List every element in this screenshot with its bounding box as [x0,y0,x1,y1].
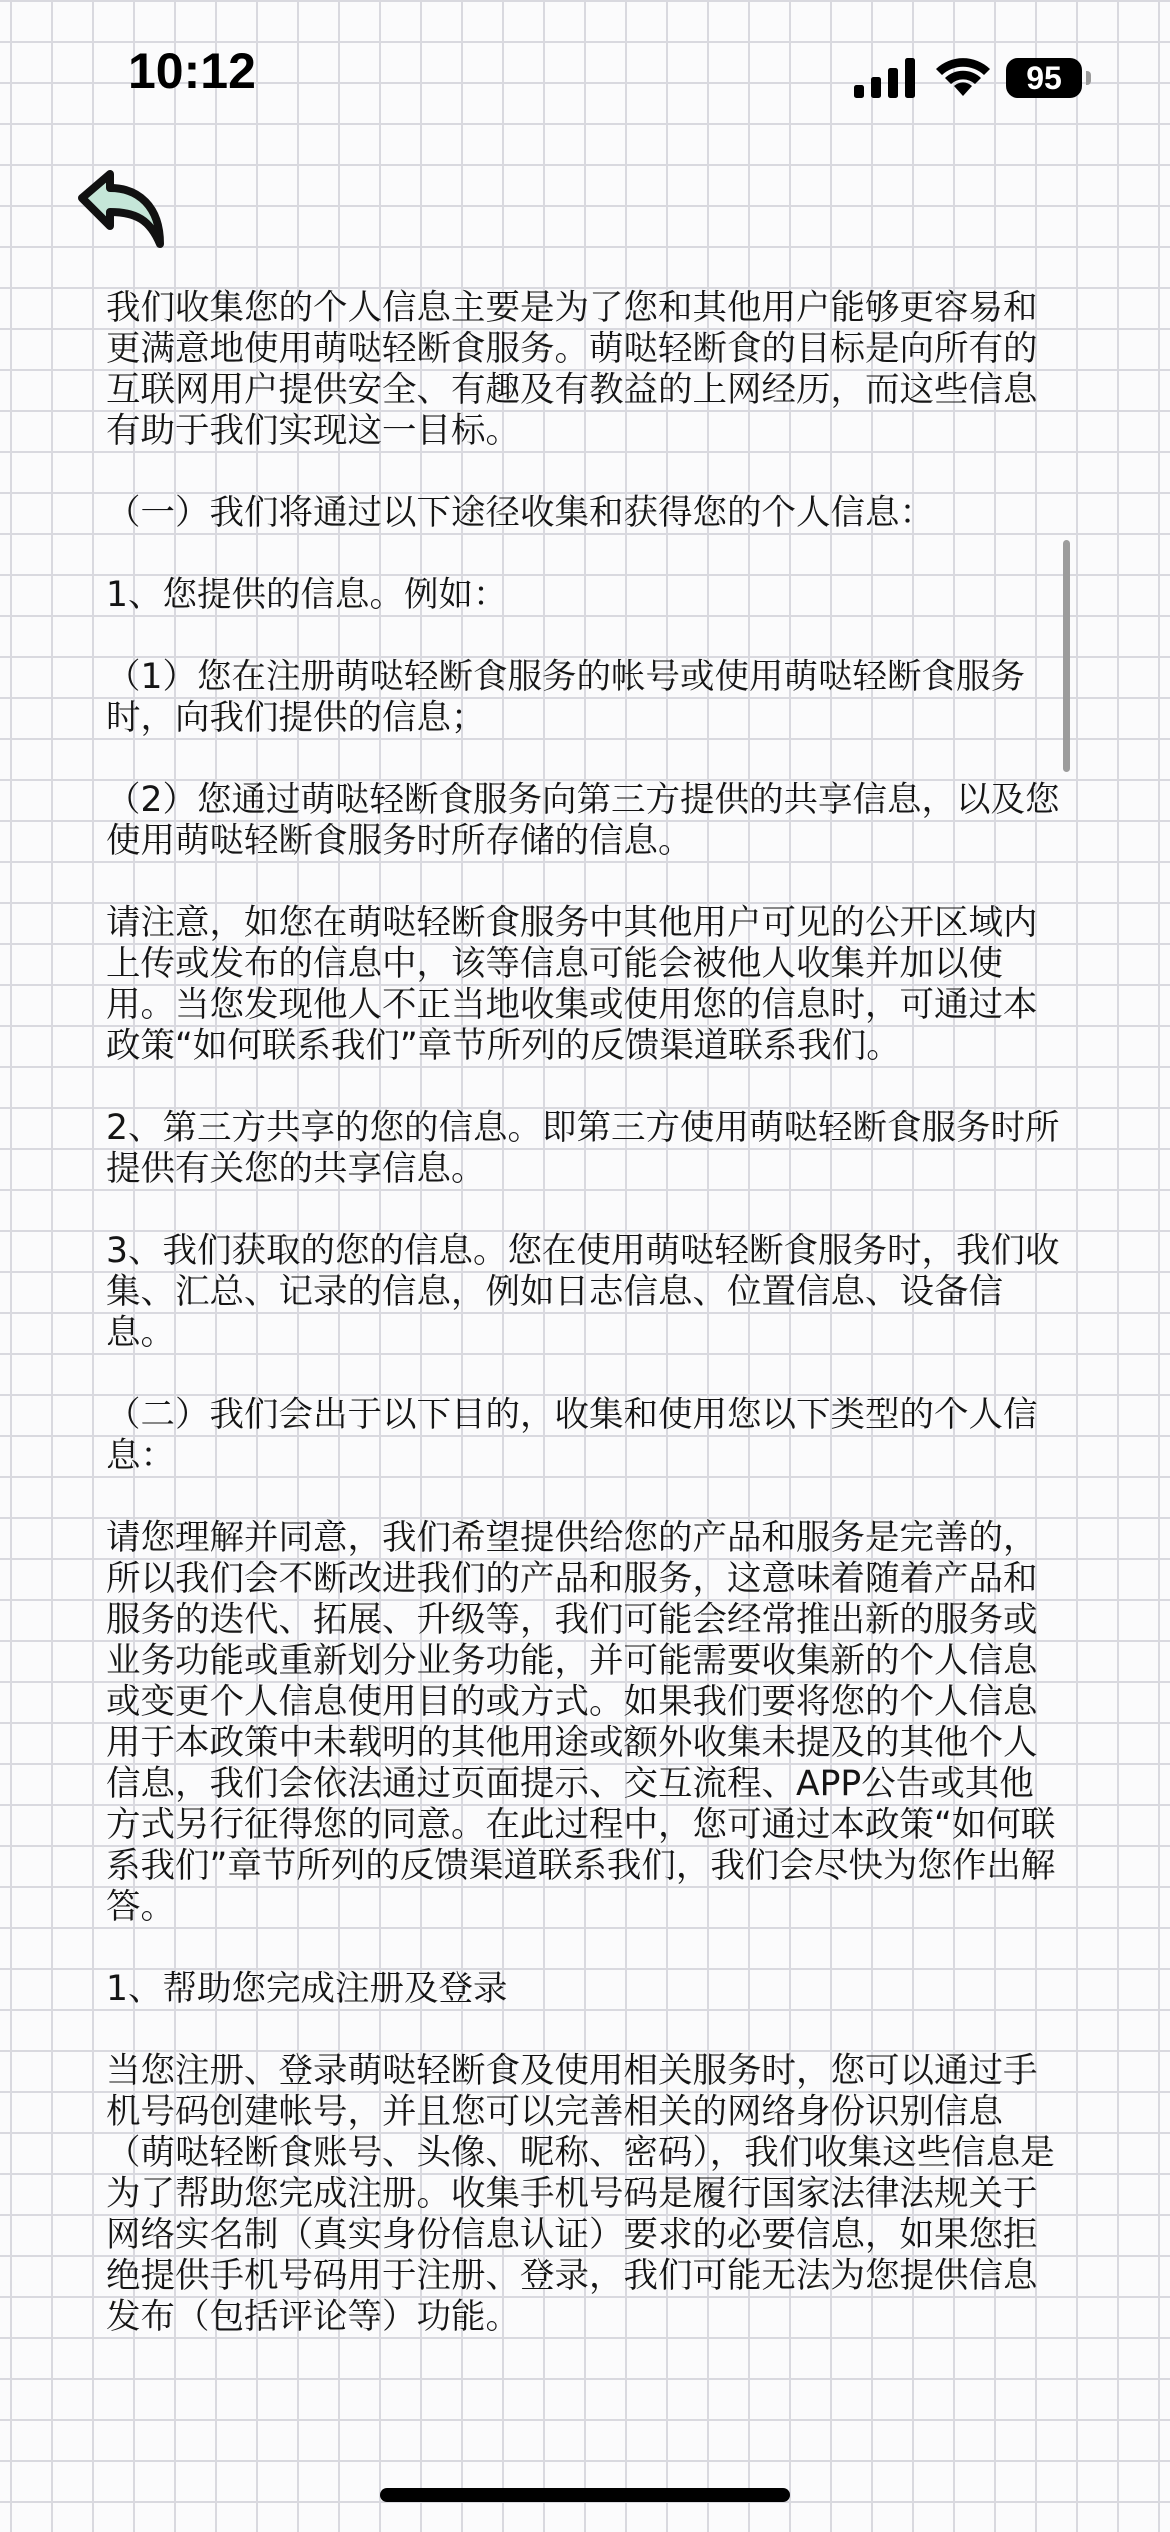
paragraph-provided-info-2: （2）您通过萌哒轻断食服务向第三方提供的共享信息，以及您使用萌哒轻断食服务时所存储的信息。 [106,780,1060,861]
wifi-icon [934,54,992,98]
paragraph-consent: 请您理解并同意，我们希望提供给您的产品和服务是完善的，所以我们会不断改进我们的产品和服务，这意味着随着产品和服务的迭代、拓展、升级等，我们可能会经常推出新的服务或业务功能或重新划分业务功能，并可能需要收集新的个人信息或变更个人信息使用目的或方式。如果我们要将您的个人信息用于本政策中未载明的其他用途或额外收集未提及的其他个人信息，我们会依法通过页面提示、交互流程、APP公告或其他方式另行征得您的同意。在此过程中，您可通过本政策“如何联系我们”章节所列的反馈渠道联系我们，我们会尽快为您作出解答。 [106,1518,1056,1927]
paragraph-section-2-title: （二）我们会出于以下目的，收集和使用您以下类型的个人信息： [106,1395,1038,1476]
cellular-signal-icon [854,58,916,98]
paragraph-notice: 请注意，如您在萌哒轻断食服务中其他用户可见的公开区域内上传或发布的信息中，该等信息可能会被他人收集并加以使用。当您发现他人不正当地收集或使用您的信息时，可通过本政策“如何联系我们”章节所列的反馈渠道联系我们。 [106,903,1038,1066]
paragraph-third-party-info: 2、第三方共享的您的信息。即第三方使用萌哒轻断食服务时所提供有关您的共享信息。 [106,1108,1060,1189]
paragraph-section-1-title: （一）我们将通过以下途径收集和获得您的个人信息： [106,493,934,533]
home-indicator[interactable] [380,2488,790,2502]
paragraph-intro: 我们收集您的个人信息主要是为了您和其他用户能够更容易和更满意地使用萌哒轻断食服务。萌哒轻断食的目标是向所有的互联网用户提供安全、有趣及有教益的上网经历，而这些信息有助于我们实现这一目标。 [106,288,1038,451]
paragraph-collected-info: 3、我们获取的您的信息。您在使用萌哒轻断食服务时，我们收集、汇总、记录的信息，例如日志信息、位置信息、设备信息。 [106,1231,1060,1353]
battery-level: 95 [1006,58,1082,98]
paragraph-provided-info: 1、您提供的信息。例如： [106,575,508,615]
battery-tip [1086,71,1091,85]
paragraph-registration-detail: 当您注册、登录萌哒轻断食及使用相关服务时，您可以通过手机号码创建帐号，并且您可以完善相关的网络身份识别信息（萌哒轻断食账号、头像、昵称、密码），我们收集这些信息是为了帮助您完成注册。收集手机号码是履行国家法律法规关于网络实名制（真实身份信息认证）要求的必要信息，如果您拒绝提供手机号码用于注册、登录，我们可能无法为您提供信息发布（包括评论等）功能。 [106,2051,1055,2337]
status-bar [0,0,1170,150]
battery-icon [1006,58,1086,98]
status-time: 10:12 [128,43,256,99]
paragraph-provided-info-1: （1）您在注册萌哒轻断食服务的帐号或使用萌哒轻断食服务时，向我们提供的信息； [106,657,1025,738]
paragraph-registration-title: 1、帮助您完成注册及登录 [106,1969,508,2009]
back-arrow-icon[interactable] [76,168,166,250]
privacy-policy-content [106,288,1066,2338]
